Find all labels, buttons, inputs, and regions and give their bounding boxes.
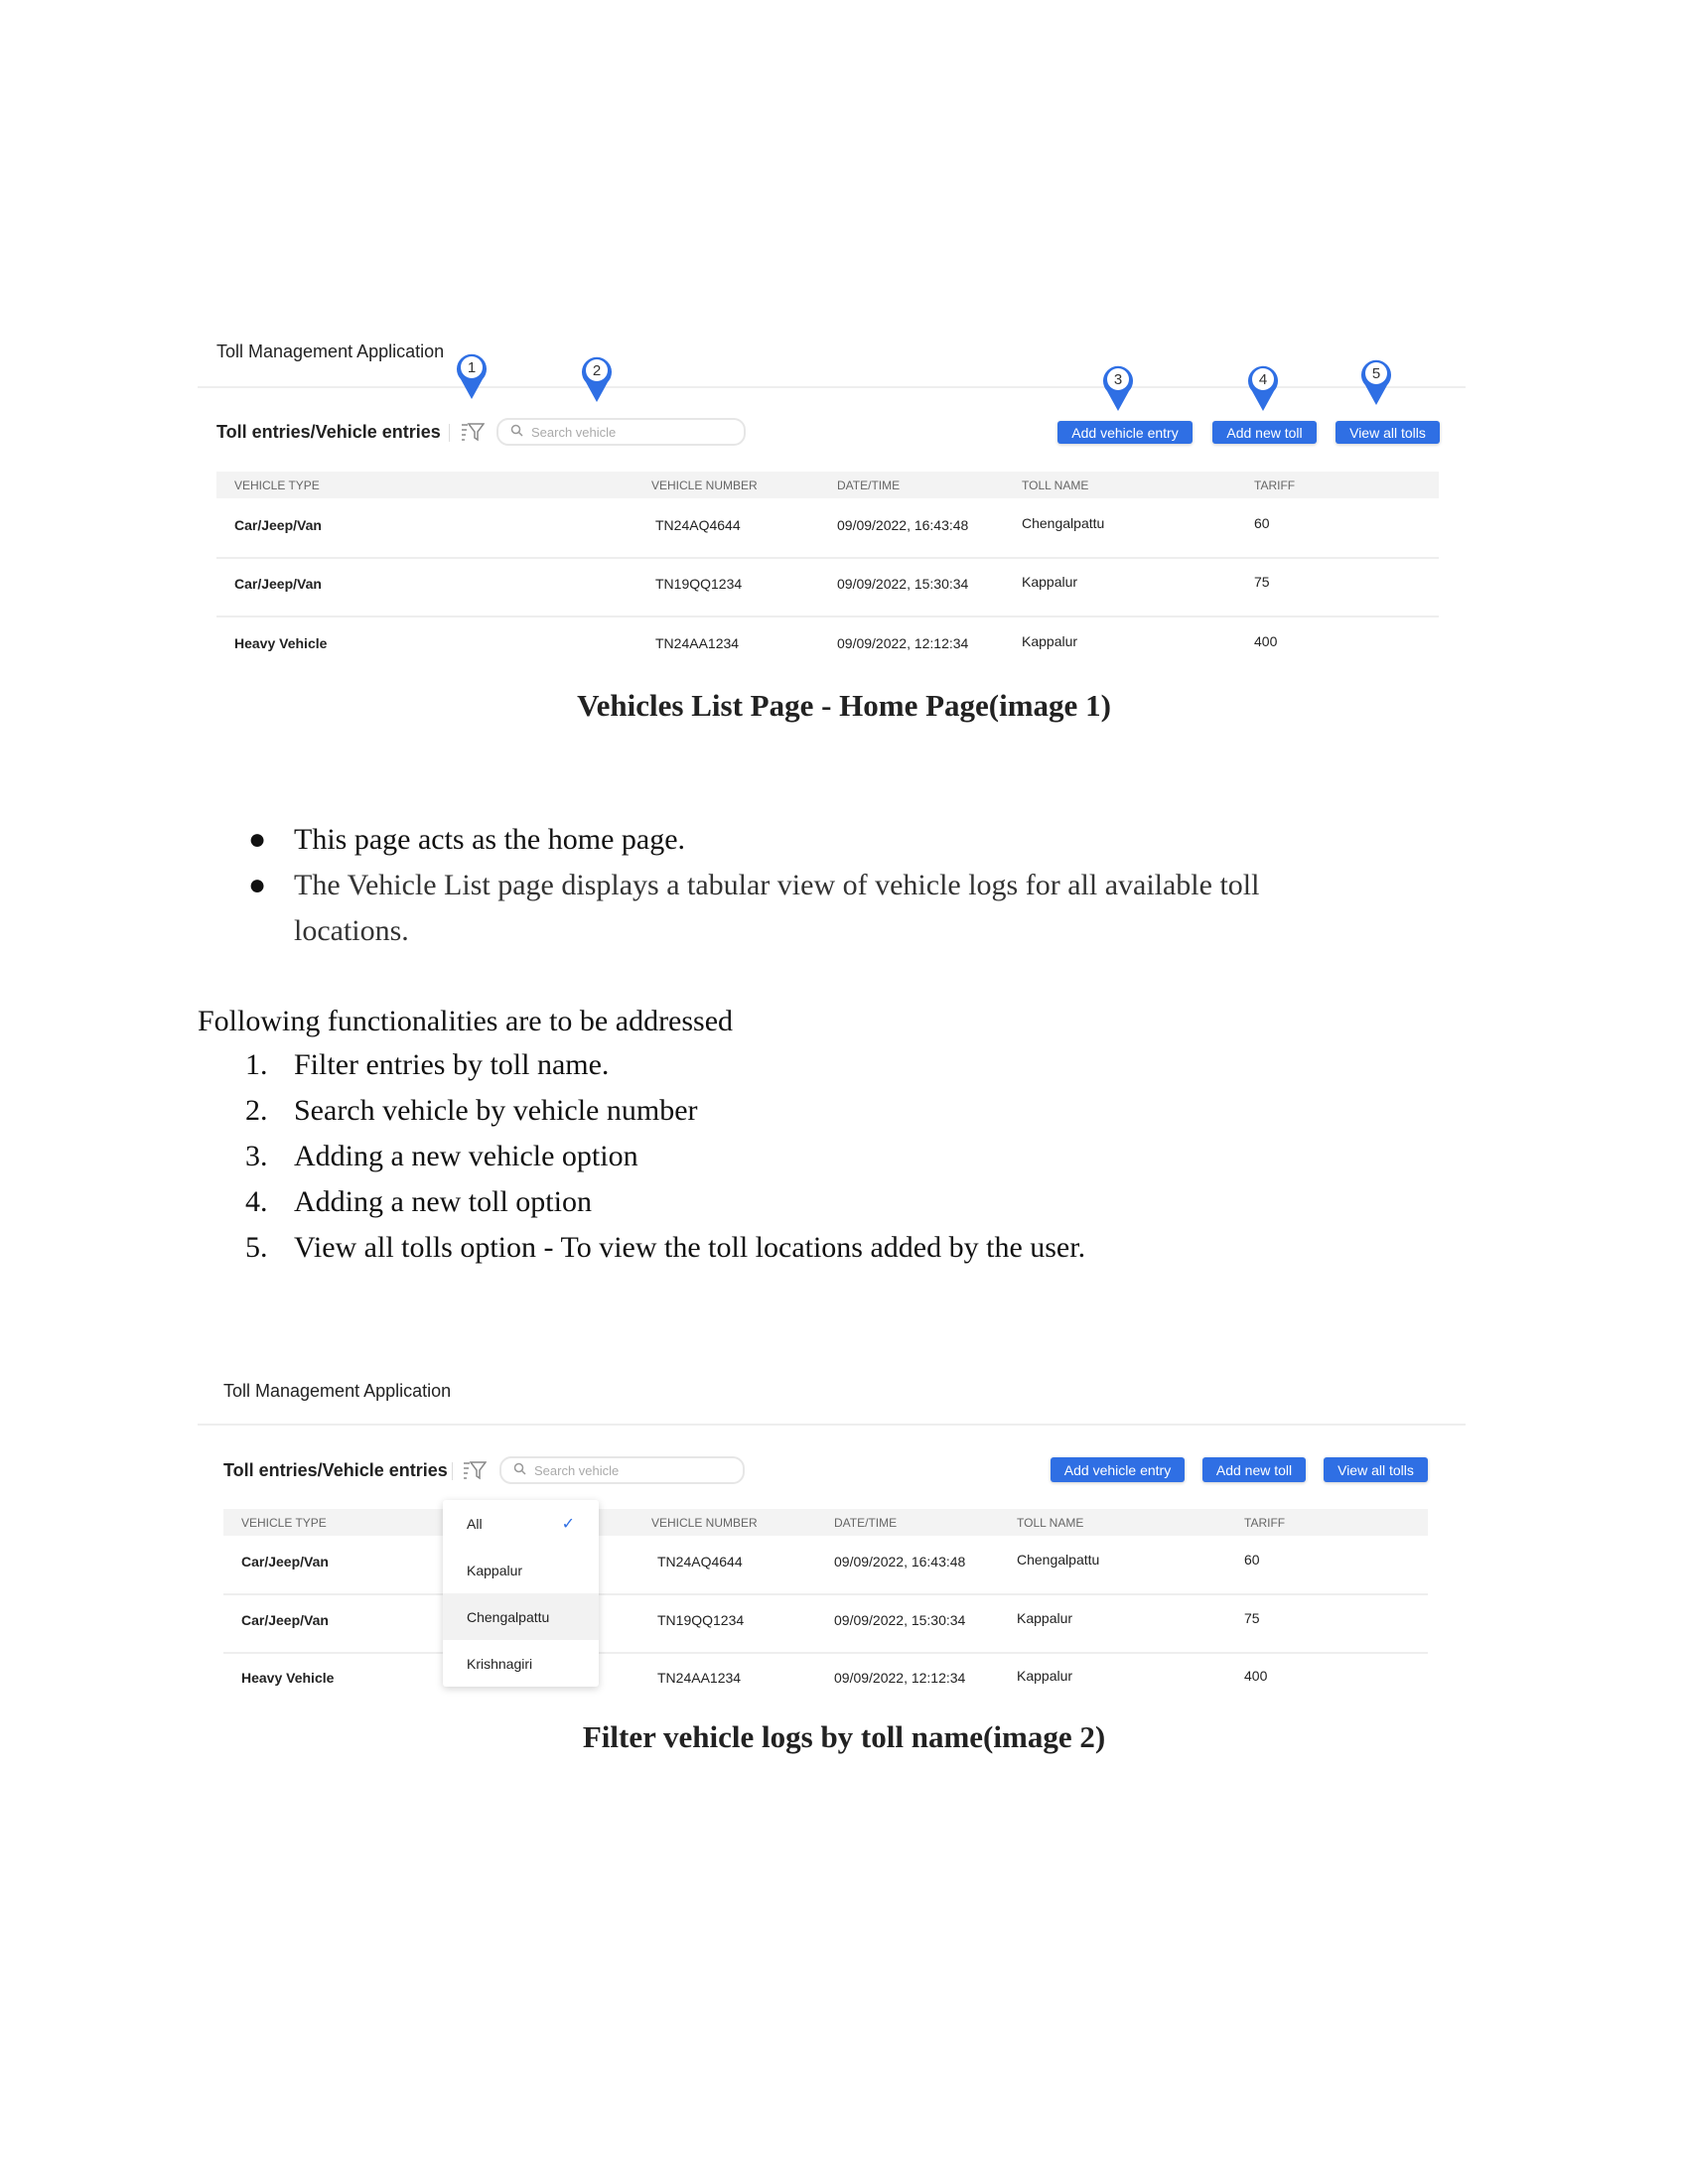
callout-marker-4-icon — [1244, 361, 1282, 413]
col-vehicle-type: VEHICLE TYPE — [234, 478, 320, 492]
bullet-text: This page acts as the home page. — [294, 823, 686, 856]
col-date-time: DATE/TIME — [834, 1516, 898, 1530]
table-cell: Car/Jeep/Van — [241, 1554, 329, 1570]
bullet-text: The Vehicle List page displays a tabular view of vehicle logs for all available toll — [294, 869, 1260, 901]
filter-option-krishnagiri[interactable] — [443, 1640, 599, 1687]
list-number: 5. — [245, 1231, 268, 1264]
col-vehicle-number: VEHICLE NUMBER — [651, 1516, 758, 1530]
option-label: All — [467, 1515, 483, 1532]
list-item: Adding a new toll option — [294, 1185, 592, 1218]
table-cell: Kappalur — [1022, 633, 1078, 649]
list-item: Search vehicle by vehicle number — [294, 1094, 698, 1127]
search-icon — [510, 424, 523, 440]
table-cell: Heavy Vehicle — [234, 635, 328, 651]
row-divider — [216, 557, 1439, 559]
list-number: 3. — [245, 1140, 268, 1172]
option-label: Krishnagiri — [467, 1655, 533, 1672]
filter-option-chengalpattu[interactable] — [443, 1593, 599, 1640]
functionalities-heading: Following functionalities are to be addressed — [198, 1005, 734, 1037]
table-cell: 60 — [1244, 1552, 1260, 1568]
table-cell: Kappalur — [1017, 1610, 1073, 1626]
table-cell: 400 — [1244, 1668, 1268, 1684]
svg-text:3: 3 — [1113, 371, 1123, 388]
check-icon: ✓ — [561, 1515, 575, 1533]
option-label: Kappalur — [467, 1562, 523, 1578]
svg-text:1: 1 — [467, 359, 477, 376]
search-icon — [513, 1462, 526, 1478]
divider — [452, 1462, 453, 1480]
table-cell: TN24AQ4644 — [655, 517, 741, 533]
bullet-text-cont: locations. — [294, 914, 409, 947]
divider — [449, 424, 450, 442]
col-date-time: DATE/TIME — [837, 478, 901, 492]
table-cell: Car/Jeep/Van — [234, 517, 322, 533]
table-cell: 400 — [1254, 633, 1278, 649]
table-cell: 09/09/2022, 12:12:34 — [834, 1670, 966, 1686]
bullet-icon: ● — [248, 823, 267, 856]
svg-text:5: 5 — [1371, 365, 1381, 382]
header-divider — [198, 1424, 1466, 1426]
app-title: Toll Management Application — [216, 341, 445, 361]
callout-marker-2-icon — [578, 352, 616, 404]
callout-marker-5-icon — [1357, 355, 1395, 407]
col-vehicle-number: VEHICLE NUMBER — [651, 478, 758, 492]
section-title: Toll entries/Vehicle entries — [216, 422, 441, 442]
section-title-2: Toll entries/Vehicle entries — [223, 1460, 448, 1480]
row-divider — [223, 1652, 1428, 1654]
table-cell: Car/Jeep/Van — [234, 576, 322, 592]
view-all-tolls-button[interactable]: View all tolls — [1336, 421, 1440, 444]
view-all-tolls-button[interactable]: View all tolls — [1324, 1457, 1428, 1482]
callout-marker-1-icon — [453, 349, 491, 401]
table-cell: 09/09/2022, 15:30:34 — [834, 1612, 966, 1628]
list-number: 2. — [245, 1094, 268, 1127]
add-vehicle-entry-button[interactable]: Add vehicle entry — [1057, 421, 1193, 444]
table-row[interactable] — [216, 576, 1439, 596]
option-label: Chengalpattu — [467, 1608, 550, 1625]
filter-icon[interactable] — [461, 421, 485, 443]
table-cell: 75 — [1254, 574, 1270, 590]
filter-icon[interactable] — [463, 1459, 487, 1481]
bullet-icon: ● — [248, 869, 267, 901]
table-row[interactable] — [223, 1670, 1428, 1690]
add-vehicle-entry-button[interactable]: Add vehicle entry — [1051, 1457, 1185, 1482]
table-cell: 75 — [1244, 1610, 1260, 1626]
caption-image-1: Vehicles List Page - Home Page(image 1) — [577, 688, 1111, 723]
app-title-2: Toll Management Application — [223, 1381, 452, 1401]
table-cell: Kappalur — [1017, 1668, 1073, 1684]
add-new-toll-button[interactable]: Add new toll — [1212, 421, 1317, 444]
filter-option-kappalur[interactable] — [443, 1547, 599, 1593]
table-row[interactable] — [216, 635, 1439, 655]
col-toll-name: TOLL NAME — [1022, 478, 1089, 492]
search-placeholder: Search vehicle — [534, 1462, 620, 1478]
table-row[interactable] — [223, 1612, 1428, 1632]
table-cell: TN24AA1234 — [655, 635, 740, 651]
svg-text:2: 2 — [592, 362, 602, 379]
table-cell: 60 — [1254, 515, 1270, 531]
search-input[interactable] — [499, 1456, 745, 1484]
list-number: 1. — [245, 1048, 268, 1081]
table-cell: Car/Jeep/Van — [241, 1612, 329, 1628]
col-tariff: TARIFF — [1244, 1516, 1286, 1530]
table-cell: Kappalur — [1022, 574, 1078, 590]
table-row[interactable] — [216, 517, 1439, 537]
table-cell: Chengalpattu — [1022, 515, 1105, 531]
list-item: Adding a new vehicle option — [294, 1140, 638, 1172]
table-row[interactable] — [223, 1554, 1428, 1573]
table-cell: TN19QQ1234 — [657, 1612, 745, 1628]
table-cell: Heavy Vehicle — [241, 1670, 335, 1686]
toll-filter-dropdown — [443, 1500, 599, 1687]
table-cell: 09/09/2022, 15:30:34 — [837, 576, 969, 592]
col-tariff: TARIFF — [1254, 478, 1296, 492]
table-cell: 09/09/2022, 12:12:34 — [837, 635, 969, 651]
table-header — [223, 1509, 1428, 1536]
col-vehicle-type: VEHICLE TYPE — [241, 1516, 327, 1530]
col-toll-name: TOLL NAME — [1017, 1516, 1084, 1530]
table-cell: 09/09/2022, 16:43:48 — [834, 1554, 966, 1570]
callout-marker-3-icon — [1099, 361, 1137, 413]
table-cell: TN24AA1234 — [657, 1670, 742, 1686]
add-new-toll-button[interactable]: Add new toll — [1202, 1457, 1306, 1482]
table-cell: 09/09/2022, 16:43:48 — [837, 517, 969, 533]
table-cell: Chengalpattu — [1017, 1552, 1100, 1568]
row-divider — [216, 615, 1439, 617]
search-input[interactable] — [496, 418, 746, 446]
row-divider — [223, 1593, 1428, 1595]
list-item: Filter entries by toll name. — [294, 1048, 610, 1081]
table-cell: TN19QQ1234 — [655, 576, 743, 592]
list-item: View all tolls option - To view the toll locations added by the user. — [294, 1231, 1086, 1264]
list-number: 4. — [245, 1185, 268, 1218]
svg-text:4: 4 — [1258, 371, 1268, 388]
filter-option-all[interactable] — [443, 1500, 599, 1547]
caption-image-2: Filter vehicle logs by toll name(image 2) — [582, 1719, 1106, 1754]
search-placeholder: Search vehicle — [531, 424, 617, 440]
table-cell: TN24AQ4644 — [657, 1554, 743, 1570]
table-header — [216, 472, 1439, 498]
